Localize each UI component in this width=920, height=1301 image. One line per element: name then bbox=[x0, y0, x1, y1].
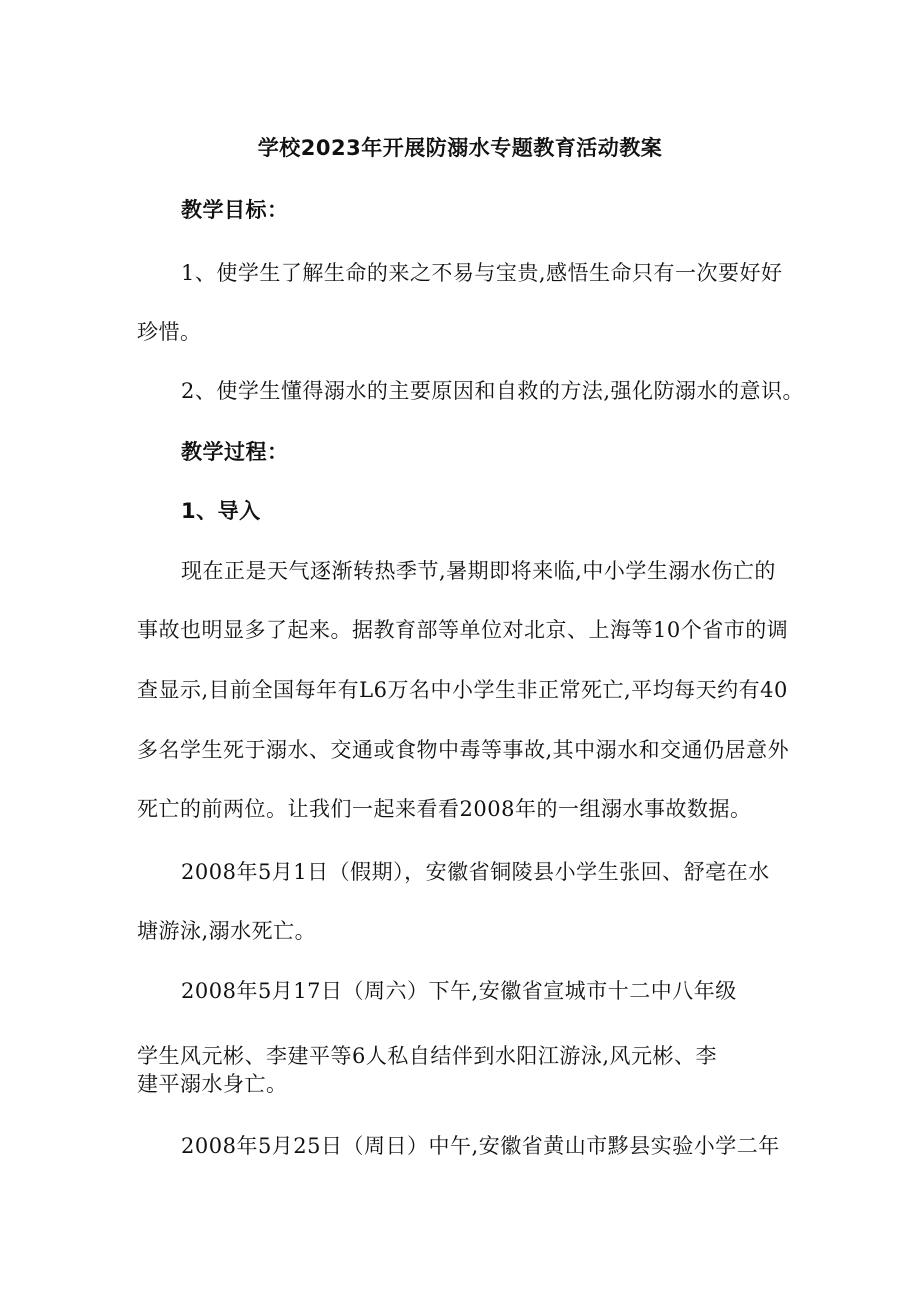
goal-1-line-2: 珍惜。 bbox=[137, 320, 202, 344]
case-3-line-1: 2008年5月25日（周日）中午,安徽省黄山市黟县实验小学二年 bbox=[181, 1134, 780, 1158]
case-1-line-1: 2008年5月1日（假期），安徽省铜陵县小学生张回、舒亳在水 bbox=[181, 860, 770, 884]
goal-1-line-1: 1、使学生了解生命的来之不易与宝贵,感悟生命只有一次要好好 bbox=[181, 261, 783, 285]
intro-paragraph-line-4: 多名学生死于溺水、交通或食物中毒等事故,其中溺水和交通仍居意外 bbox=[137, 738, 790, 762]
case-2-line-2: 学生风元彬、李建平等6人私自结伴到水阳江游泳,风元彬、李 bbox=[137, 1044, 718, 1068]
case-2-line-1: 2008年5月17日（周六）下午,安徽省宣城市十二中八年级 bbox=[181, 979, 737, 1003]
case-2-line-3: 建平溺水身亡。 bbox=[137, 1072, 288, 1096]
section-heading-teaching-process: 教学过程： bbox=[181, 440, 289, 464]
intro-paragraph-line-5: 死亡的前两位。让我们一起来看看2008年的一组溺水事故数据。 bbox=[137, 797, 752, 821]
goal-2: 2、使学生懂得溺水的主要原因和自救的方法,强化防溺水的意识。 bbox=[181, 379, 805, 403]
step-1-heading: 1、导入 bbox=[181, 499, 261, 523]
intro-paragraph-line-2: 事故也明显多了起来。据教育部等单位对北京、上海等10个省市的调 bbox=[137, 618, 789, 642]
case-1-line-2: 塘游泳,溺水死亡。 bbox=[137, 919, 317, 943]
intro-paragraph-line-3: 查显示,目前全国每年有L6万名中小学生非正常死亡,平均每天约有40 bbox=[137, 678, 788, 702]
section-heading-teaching-goals: 教学目标： bbox=[181, 198, 289, 222]
document-title: 学校2023年开展防溺水专题教育活动教案 bbox=[257, 136, 663, 160]
intro-paragraph-line-1: 现在正是天气逐渐转热季节,暑期即将来临,中小学生溺水伤亡的 bbox=[181, 559, 776, 583]
